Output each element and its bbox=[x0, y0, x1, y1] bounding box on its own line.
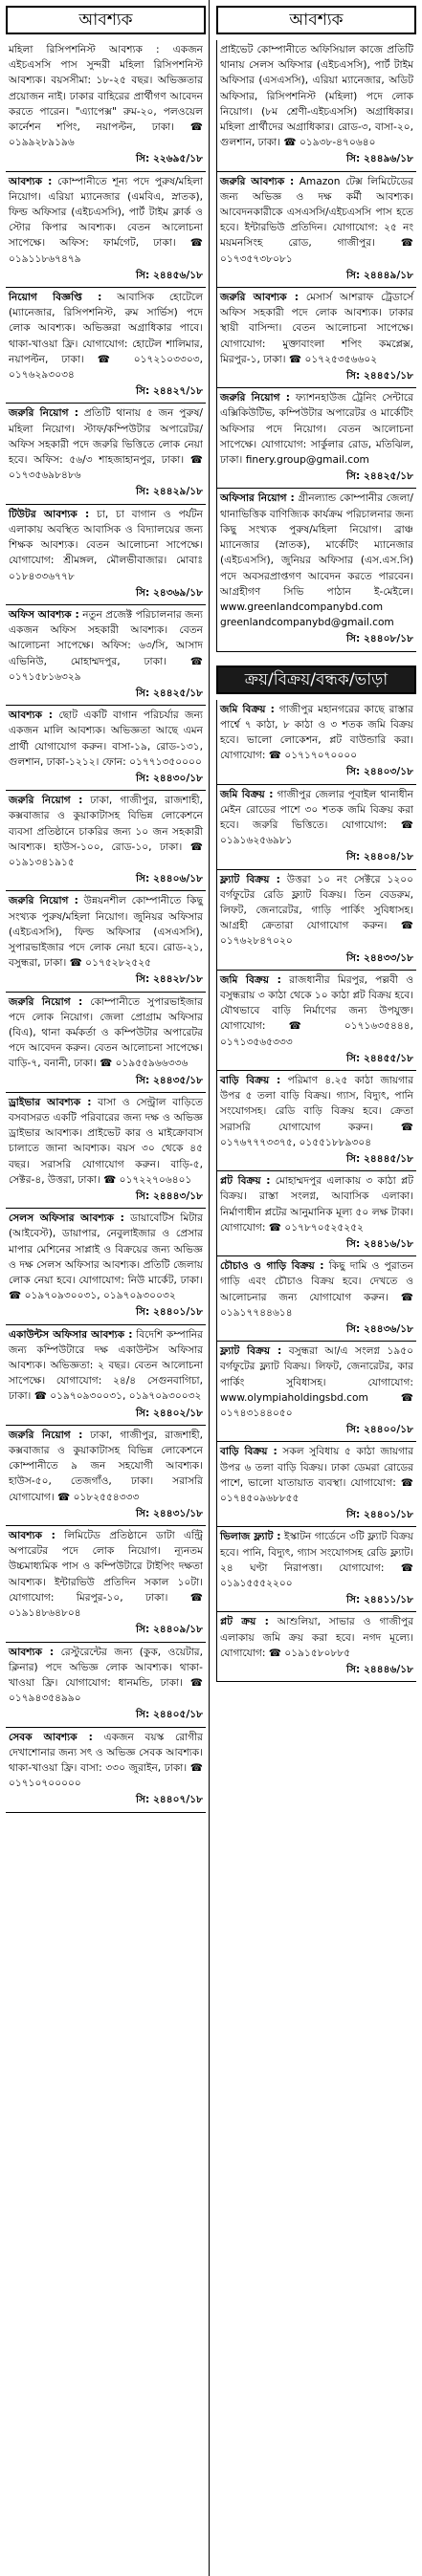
classified-ad bbox=[217, 1171, 416, 1256]
ad-ref-code: সি: ২৪৪৩১/১৮ bbox=[136, 1507, 203, 1519]
ad-body: রাজধানীর মিরপুর, পল্লবী ও বসুন্ধরায় ৩ কাঠা থেকে ১০ কাঠা প্লট বিক্রয় হবে। যৌথভাবে বাড়ি নির্মাণের জন্য উপযুক্ত। যোগাযোগ: ☎ ০১৭১৬৩৫৪৪৪, ০১৭১৩৫৬৫৩৩৩ bbox=[220, 973, 413, 1048]
ad-text bbox=[9, 290, 203, 382]
ad-ref-code: সি: ২৪৪০৮/১৮ bbox=[346, 633, 413, 645]
left-column bbox=[6, 6, 206, 1813]
ad-ref-code: সি: ২৪৪৩০/১৮ bbox=[136, 772, 203, 784]
classified-ad bbox=[217, 1342, 416, 1442]
section-gap bbox=[216, 652, 416, 666]
ad-title: প্লট ক্রয় : bbox=[220, 1616, 269, 1628]
ad-title: জমি বিক্রয় : bbox=[220, 703, 275, 715]
classified-ad bbox=[6, 172, 206, 288]
ad-title: ভিলাজ ফ্ল্যাট : bbox=[220, 1531, 281, 1543]
ad-text bbox=[220, 1614, 413, 1661]
ad-title: জমি বিক্রয় : bbox=[220, 788, 274, 800]
ad-title: আবশ্যক : bbox=[9, 709, 53, 722]
ad-list-wanted-2 bbox=[216, 40, 416, 652]
classified-ad bbox=[6, 40, 206, 172]
ad-text bbox=[9, 1528, 203, 1621]
ad-ref-code: সি: ২৪৪৪৫/১৮ bbox=[346, 1153, 413, 1165]
classified-ad bbox=[217, 388, 416, 489]
ad-text bbox=[220, 702, 413, 764]
classified-ad bbox=[6, 404, 206, 504]
ad-body: সকল সুবিধায় ৫ কাঠা জায়গার উপর ৬ তলা বাড়ি বিক্রয়। ঢাকা ডেমরা রোডের পাশে, ভালো যাতায়াত ব্যবস্থা। যোগাযোগ: ☎ ০১৭৪৫০৯৬৮৮৫৫ bbox=[220, 1446, 413, 1505]
ad-text bbox=[9, 1645, 203, 1707]
ad-text bbox=[220, 290, 413, 367]
ad-ref-code: সি: ২৪৪০২/১৮ bbox=[136, 1407, 203, 1419]
classified-ad bbox=[217, 1071, 416, 1171]
ad-text bbox=[9, 1730, 203, 1792]
ad-title: জমি বিক্রয় : bbox=[220, 973, 281, 986]
ad-text bbox=[220, 1529, 413, 1591]
section-header-wanted-2: আবশ্যক bbox=[216, 6, 416, 34]
ad-body: আশুলিয়া, সাভার ও গাজীপুর এলাকায় জমি ক্রয় করা হবে। নগদ মূল্যে। যোগাযোগ: ☎ ০১৯১৫৮০৮৮৫ bbox=[220, 1616, 414, 1659]
ad-text bbox=[9, 1095, 203, 1188]
ad-body: প্রাইভেট কোম্পানীতে অফিসিয়াল কাজে প্রতিটি থানায় সেলস অফিসার (এইচএসসি), পার্ট টাইম অফিসার (এসএসসি), এরিয়া ম্যানেজার, অডিট অফিসার, রিসিপশনিস্ট (মহিলা) পদে লোক নিয়োগ। (৮ম শ্রেণী-এইচএসসি) অগ্রাধিকার। মহিলা প্রার্থীদের অগ্রাধিকার। রোড-৩, বাসা-২০, গুলশান, ঢাকা। ☎ ০১৯৩৮-৪৭০৬৪০ bbox=[220, 44, 413, 149]
ad-body: রেস্টুরেন্টের জন্য (কুক, ওয়েটার, ক্লিনার) পদে অভিজ্ঞ লোক আবশ্যক। থাকা-খাওয়া ফ্রি। যোগাযোগ: ধানমন্ডি, ঢাকা। ☎ ০১৭৯৪৩৫৪৯৯০ bbox=[9, 1646, 203, 1705]
right-column bbox=[216, 6, 416, 1682]
ad-title: সেবক আবশ্যক : bbox=[9, 1731, 93, 1743]
ad-body: প্রতিটি থানায় ৫ জন পুরুষ/মহিলা নিয়োগ। স্টাফ/কম্পিউটার অপারেটর/অফিস সহকারী পদে জরুরি ভিত্তিতে লোক নেয়া হবে। অফিস: ৫৬/৩ শাহজাহানপুর, ঢাকা। ☎ ০১৭৩৫৬৯৮৪৮৬ bbox=[9, 407, 203, 482]
classified-ad bbox=[217, 172, 416, 288]
ad-body: বিদেশি কম্পানির জন্য কম্পিউটারে দক্ষ একাউন্টস অফিসার আবশ্যক। অভিজ্ঞতা: ২ বছর। বেতন আলোচনা সাপেক্ষে। যোগাযোগ: ২৪/৪ সেগুনবাগিচা, ঢাকা। ☎ ০১৯৭০৯৩০০৩১, ০১৯৭০৯৩০০৩২ bbox=[9, 1328, 204, 1403]
ad-body: লিমিটেড প্রতিষ্ঠানে ডাটা এন্ট্রি অপারেটর পদে লোক নিয়োগ। ন্যূনতম উচ্চমাধ্যমিক পাস ও কম্পিউটারে টাইপিং দক্ষতা আবশ্যক। ইন্টারভিউ প্রতিদিন সকাল ১০টা। যোগাযোগ: মিরপুর-১০, ঢাকা। ☎ ০১৯১৪৮৬৪৮০৪ bbox=[9, 1530, 203, 1620]
ad-text bbox=[220, 390, 413, 468]
ad-title: জরুরি নিয়োগ : bbox=[9, 795, 83, 807]
classified-ad bbox=[217, 971, 416, 1071]
ad-ref-code: সি: ২৪৪৫১/১৮ bbox=[346, 370, 413, 382]
ad-ref-code: সি: ২৪৪০৭/১৮ bbox=[136, 1794, 203, 1806]
ad-ref-code: সি: ২৪৪২৮/১৮ bbox=[136, 973, 203, 986]
ad-title: জরুরি আবশ্যক : bbox=[220, 175, 295, 187]
ad-title: একাউন্টস অফিসার আবশ্যক : bbox=[9, 1328, 133, 1341]
classified-ad bbox=[217, 1442, 416, 1527]
ad-text bbox=[9, 42, 203, 150]
ad-title: অফিস আবশ্যক : bbox=[9, 608, 79, 621]
classified-ad bbox=[6, 1728, 206, 1813]
ad-title: টিউটর আবশ্যক : bbox=[9, 508, 90, 520]
classified-ad bbox=[6, 288, 206, 404]
ad-ref-code: সি: ২৪৪৩৫/১৮ bbox=[136, 1074, 203, 1086]
ad-text bbox=[9, 607, 203, 685]
classified-ad bbox=[217, 40, 416, 172]
ad-text bbox=[220, 1444, 413, 1506]
classified-ad bbox=[6, 505, 206, 605]
ad-body: মোহাম্মদপুর এলাকায় ৩ কাঠা প্লট বিক্রয়। রাস্তা সংলগ্ন, আবাসিক এলাকা। নির্মাণাধীন প্লটের আনুমানিক মূল্য ৫০ লক্ষ টাকা। যোগাযোগ: ☎ ০১৭৮৭০৫২৫২৫২ bbox=[220, 1175, 414, 1233]
classified-ad bbox=[6, 1209, 206, 1324]
ad-body: মহিলা রিসিপশনিস্ট আবশ্যক : একজন এইচএসসি পাস সুন্দরী মহিলা রিসিপশনিস্ট আবশ্যক। বয়সসীমা: ১৮-২৫ বছর। অভিজ্ঞতার প্রয়োজন নাই। ঢাকার বাহিরের প্রার্থীগণ আবেদন করতে পারেন। "এ্যাপেক্স" রুম-২০, পলওয়েল কার্নেশন শপিং, নয়াপল্টন, ঢাকা। ☎ ০১৯৯২৮৯১৯৬ bbox=[9, 44, 203, 149]
ad-body: পরিমাণ ৪.২৫ কাঠা জায়গার উপর ৫ তলা বাড়ি বিক্রয়। গ্যাস, বিদ্যুৎ, পানি সংযোগসহ। রেডি বাড়ি বিক্রয় হবে। ক্রেতা সরাসরি যোগাযোগ করুন। ☎ ০১৭৬৭৭৭৩৩৭৫, ০১৫৫১৮৮৯৩০৪ bbox=[220, 1074, 413, 1148]
ad-ref-code: সি: ২৪৪২৯/১৮ bbox=[136, 486, 203, 498]
ad-text bbox=[9, 708, 203, 770]
ad-ref-code: সি: ২৪৪৪৯/১৮ bbox=[346, 269, 413, 281]
column-divider bbox=[209, 0, 210, 2576]
ad-body: ইস্কাটন গার্ডেনে ৩টি ফ্ল্যাট বিক্রয় হবে। পানি, বিদ্যুৎ, গ্যাস সংযোগসহ রেডি ফ্ল্যাট। ২৪ ঘণ্টা নিরাপত্তা। যোগাযোগ: ☎ ০১৯১৫৫৫২২০০ bbox=[220, 1531, 413, 1590]
classified-ad bbox=[217, 288, 416, 388]
ad-body: বসুন্ধরা আ/এ সংলগ্ন ১৯৫০ বর্গফুটের ফ্ল্যাট বিক্রয়। লিফট, জেনারেটর, কার পার্কিং সুবিধাসহ। যোগাযোগ: www.olympiaholdingsbd.com ☎ ০১৭৪৩১৪৪০৫০ bbox=[220, 1345, 413, 1420]
ad-text bbox=[220, 972, 413, 1050]
ad-text bbox=[9, 405, 203, 483]
ad-ref-code: সি: ২৪৪৫৬/১৮ bbox=[136, 269, 203, 281]
classified-ad bbox=[6, 791, 206, 891]
ad-ref-code: সি: ২৪৪৩৬/১৮ bbox=[346, 1323, 413, 1336]
ad-ref-code: সি: ২৪৪২৭/১৮ bbox=[136, 385, 203, 398]
classified-ad bbox=[217, 700, 416, 785]
ad-body: ঢাকা, গাজীপুর, রাজশাহী, কক্সবাজার ও কুয়াকাটাসহ বিভিন্ন লোকেশনে ব্যবসা প্রতিষ্ঠানে চাকরির জন্য ১০ জন সহকারী আবশ্যক। হাউস-১০০, রোড-১০, ঢাকা। ☎ ০১৯১৩৪১৯১৫ bbox=[9, 795, 203, 868]
ad-body: একজন বয়স্ক রোগীর দেখাশোনার জন্য সৎ ও অভিজ্ঞ সেবক আবশ্যক। থাকা-খাওয়া ফ্রি। বাসা: ৩৩০ জুরাইন, ঢাকা। ☎ ০১৭১০৭০০০০০ bbox=[9, 1731, 203, 1790]
ad-title: জরুরি নিয়োগ : bbox=[9, 407, 78, 420]
ad-text bbox=[9, 174, 203, 267]
ad-text bbox=[220, 787, 413, 849]
ad-body: গ্রীনল্যান্ড কোম্পানীর জেলা/থানাভিত্তিক বাণিজ্যিক কার্যক্রম পরিচালনার জন্য কিছু সংখ্যক পুরুষ/মহিলা নিয়োগ। ব্রাঞ্চ ম্যানেজার (স্নাতক), মার্কেটিং ম্যানেজার (এইচএসসি), জুনিয়র অফিসার (এস.এস.সি) পদে অবসরপ্রাপ্তগণ আবেদন করতে পারবেন। আগ্রহীগণ সিভি পাঠান ই-মেইলে। www.greenlandcompanybd.com greenlandcompanybd@gmail.com bbox=[220, 492, 413, 629]
ad-body: ফ্যাশনহাউজ ট্রেনিং সেন্টারে এক্সিকিউটিভ, কম্পিউটার অপারেটর ও মার্কেটিং অফিসার পদে নিয়োগ। বেতন আলোচনা সাপেক্ষে। যোগাযোগ: সার্কুলার রোড, মতিঝিল, ঢাকা। finery.group@gmail.com bbox=[220, 392, 413, 467]
ad-text bbox=[220, 872, 413, 950]
ad-body: উন্নয়নশীল কোম্পানীতে কিছু সংখ্যক পুরুষ/মহিলা নিয়োগ। জুনিয়র অফিসার (এইচএসসি), ফিল্ড অফিসার (এসএসসি), সুপারভাইজার পদে লোক নেয়া হবে। রোড-২১, বসুন্ধরা, ঢাকা। ☎ ০১৭৫২৮২৫২৫ bbox=[9, 895, 203, 970]
ad-body: ঢাকা, গাজীপুর, রাজশাহী, কক্সবাজার ও কুয়াকাটাসহ বিভিন্ন লোকেশনে কোম্পানীতে ৯ জন সহযোগী আবশ্যক। হাউস-৫০, তেজগাঁও, ঢাকা। সরাসরি যোগাযোগ। ☎ ০১৮২৫৫৪৩৩৩ bbox=[9, 1429, 203, 1503]
ad-ref-code: সি: ২৪৪২৫/১৮ bbox=[346, 470, 413, 483]
ad-title: জরুরি নিয়োগ : bbox=[9, 995, 83, 1008]
classified-ad bbox=[217, 870, 416, 971]
classified-ad bbox=[6, 1526, 206, 1642]
ad-title: ড্রাইভার আবশ্যক : bbox=[9, 1096, 92, 1108]
ad-ref-code: সি: ২৪৪০৪/১৮ bbox=[346, 851, 413, 863]
ad-body: মেসার্স আশরাফ ট্রেডার্সে অফিস সহকারী পদে লোক আবশ্যক। ঢাকার স্থায়ী বাসিন্দা। বেতন আলোচনা সাপেক্ষে। যোগাযোগ: মুক্তাবাংলা শপিং কমপ্লেক্স, মিরপুর-১, ঢাকা। ☎ ০১৭২৫৩৫৬৬০২ bbox=[220, 292, 413, 365]
ad-ref-code: সি: ২৪৪০০/১৮ bbox=[346, 1424, 413, 1436]
ad-body: কোম্পানীতে সুপারভাইজার পদে লোক নিয়োগ। জেলা প্রোগ্রাম অফিসার (বিএ), থানা কর্মকর্তা ও কম্পিউটার অপারেটর পদে আবেদন করুন। বেতন আলোচনা সাপেক্ষে। বাড়ি-৭, বনানী, ঢাকা। ☎ ০১৯৫৫৯৬৬৩৩৬ bbox=[9, 995, 203, 1070]
ad-title: জরুরি নিয়োগ : bbox=[9, 1429, 83, 1441]
ad-ref-code: সি: ২৪৪৫৫/১৮ bbox=[346, 1052, 413, 1064]
ad-body: কোম্পানীতে শূন্য পদে পুরুষ/মহিলা নিয়োগ। এরিয়া ম্যানেজার (এমবিএ, স্নাতক), ফিল্ড অফিসার (এইচএসসি), পার্ট টাইম ক্লার্ক ও স্টোর কিপার আবশ্যক। বেতন আলোচনা সাপেক্ষে। অফিস: ফার্মগেট, ঢাকা। ☎ ০১৯১১৮৬৭৪৭৯ bbox=[9, 175, 203, 265]
ad-title: জরুরি নিয়োগ : bbox=[9, 895, 78, 907]
ad-text bbox=[9, 507, 203, 584]
ad-title: বাড়ি বিক্রয় : bbox=[220, 1074, 281, 1086]
ad-body: ডায়াবেটিস মিটার (আইবেস্ট), ডায়াপার, নেবুলাইজার ও প্রেসার মাপার মেশিনের সাপ্লাই ও বিক্রয়ের জন্য অভিজ্ঞ ও দক্ষ সেলস অফিসার আবশ্যক। প্রতিটি জেলায় লোক নেয়া হবে। যোগাযোগ: নিউ মার্কেট, ঢাকা। ☎ ০১৯৭০৯৩০০৩১, ০১৯৭০৯৩০০৩২ bbox=[9, 1212, 204, 1302]
ad-ref-code: সি: ২২৬৯৫/১৮ bbox=[136, 153, 203, 165]
ad-ref-code: সি: ২৪৪৯৬/১৮ bbox=[346, 153, 413, 165]
ad-ref-code: সি: ২৪৪০৯/১৮ bbox=[136, 1624, 203, 1636]
ad-ref-code: সি: ২৪৩৬৯/১৮ bbox=[136, 586, 203, 599]
ad-title: অফিসার নিয়োগ : bbox=[220, 492, 295, 505]
classified-ad bbox=[6, 1093, 206, 1209]
ad-text bbox=[220, 174, 413, 267]
ad-text bbox=[9, 1211, 203, 1303]
ad-text bbox=[220, 1343, 413, 1421]
ad-text bbox=[220, 491, 413, 630]
ad-body: কিছু দামি ও পুরাতন গাড়ি এবং চৌচাও বিক্রয় হবে। দেখতে ও আলোচনার জন্য যোগাযোগ করুন। ☎ ০১৯১৭৭৪৪৬১৪ bbox=[220, 1260, 413, 1319]
ad-text bbox=[220, 1258, 413, 1321]
ad-body: গাজীপুর জেলার পূবাইল থানাধীন মেইন রোডের পাশে ৩০ শতক জমি বিক্রয় করা হবে। জরুরি ভিত্তিতে। যোগাযোগ: ☎ ০১৯১৬২৫৬৯৮১ bbox=[220, 788, 414, 847]
classified-ad bbox=[6, 1426, 206, 1526]
ad-body: গাজীপুর মহানগরের কাছে রাস্তার পার্শ্বে ৭ কাঠা, ৮ কাঠা ও ৩ শতক জমি বিক্রয় হবে। ভালো লোকেশন, প্লট বাউন্ডারি করা। যোগাযোগ: ☎ ০১৭১৭০৭০০০০ bbox=[220, 703, 414, 762]
ad-text bbox=[9, 1327, 203, 1405]
classified-ad bbox=[6, 605, 206, 706]
ad-title: নিয়োগ বিজ্ঞপ্তি : bbox=[9, 292, 102, 304]
section-header-property: ক্রয়/বিক্রয়/বন্ধক/ভাড়া bbox=[216, 666, 416, 694]
ad-body: চা, চা বাগান ও পর্যটন এলাকায় অবস্থিত আবাসিক ও বিদ্যালয়ের জন্য শিক্ষক আবশ্যক। বেতন আলোচনা সাপেক্ষে। যোগাযোগ: শ্রীমঙ্গল, মৌলভীবাজার। মোবাঃ ০১৮৪৩৩৬৭৭৮ bbox=[9, 508, 203, 582]
ad-text bbox=[220, 1173, 413, 1235]
classified-ad bbox=[6, 1325, 206, 1426]
classified-ad bbox=[6, 993, 206, 1093]
ad-body: নতুন প্রজেক্ট পরিচালনার জন্য একজন অফিস সহকারী আবশ্যক। বেতন আলোচনা সাপেক্ষে। অফিস: ৬৩/সি, আসাদ এভিনিউ, মোহাম্মদপুর, ঢাকা। ☎ ০১৭১৫৮১৬৩২৯ bbox=[9, 608, 203, 683]
classified-ad bbox=[217, 785, 416, 870]
ad-title: ফ্ল্যাট বিক্রয় : bbox=[220, 873, 280, 885]
ad-body: উত্তরা ১০ নং সেক্টরে ১২০০ বর্গফুটের রেডি ফ্ল্যাট বিক্রয়। তিন বেডরুম, লিফট, জেনারেটর, গাড়ি পার্কিং সুবিধাসহ। আগ্রহী ক্রেতারা যোগাযোগ করুন। ☎ ০১৭৬২৮৪৭০২০ bbox=[220, 873, 414, 948]
ad-ref-code: সি: ২৪৪০৫/১৮ bbox=[136, 1709, 203, 1721]
ad-ref-code: সি: ২৪৪০১/১৮ bbox=[346, 1509, 413, 1521]
ad-title: আবশ্যক : bbox=[9, 1646, 55, 1658]
classified-ad bbox=[217, 489, 416, 651]
ad-title: জরুরি নিয়োগ : bbox=[220, 392, 290, 404]
ad-text bbox=[9, 1428, 203, 1505]
ad-ref-code: সি: ২৪৪১৬/১৮ bbox=[346, 1238, 413, 1251]
ad-title: আবশ্যক : bbox=[9, 175, 53, 187]
ad-title: সেলস অফিসার আবশ্যক : bbox=[9, 1212, 124, 1225]
ad-title: চৌচাও ও গাড়ি বিক্রয় : bbox=[220, 1260, 324, 1273]
ad-text bbox=[9, 994, 203, 1072]
ad-ref-code: সি: ২৪৪৪৩/১৮ bbox=[136, 1190, 203, 1203]
ad-text bbox=[220, 1073, 413, 1150]
classified-ad bbox=[217, 1256, 416, 1342]
ad-ref-code: সি: ২৪৪০৬/১৮ bbox=[136, 873, 203, 885]
ad-text bbox=[9, 793, 203, 870]
ad-list-property bbox=[216, 700, 416, 1683]
classified-ad bbox=[217, 1527, 416, 1612]
ad-ref-code: সি: ২৪৪৩৩/১৮ bbox=[346, 951, 413, 964]
ad-body: Amazon টেক্স লিমিটেডের জন্য অভিজ্ঞ ও দক্ষ কর্মী আবশ্যক। আবেদনকারীকে এসএসসি/এইচএসসি পাস হতে হবে। ইন্টারভিউ প্রতিদিন। যোগাযোগ: ২৫ নং ময়মনসিংহ রোড, গাজীপুর। ☎ ০১৭৩৫৭৩৮০৮১ bbox=[220, 175, 413, 265]
ad-ref-code: সি: ২৪৪০৩/১৮ bbox=[346, 766, 413, 778]
ad-list-wanted bbox=[6, 40, 206, 1813]
section-header-wanted: আবশ্যক bbox=[6, 6, 206, 34]
ad-text bbox=[220, 42, 413, 150]
ad-ref-code: সি: ২৪৪২৫/১৮ bbox=[136, 687, 203, 699]
ad-body: আবাসিক হোটেলে (ম্যানেজার, রিসিপশনিস্ট, রুম সার্ভিস) পদে লোক আবশ্যক। অভিজ্ঞরা অগ্রাধিকার পাবে। থাকা-খাওয়া ফ্রি। যোগাযোগ: হোটেল শালিমার, নয়াপল্টন, ঢাকা। ☎ ০১৭২১০৩৩০৩, ০১৭৬২৯৩০৩৪ bbox=[9, 292, 203, 382]
ad-title: আবশ্যক : bbox=[9, 1530, 56, 1542]
ad-ref-code: সি: ২৪৪০১/১৮ bbox=[136, 1306, 203, 1319]
ad-ref-code: সি: ২৪৪৪৬/১৮ bbox=[346, 1664, 413, 1676]
ad-text bbox=[9, 893, 203, 971]
ad-body: ছোট একটি বাগান পরিচর্যার জন্য একজন মালি আবশ্যক। অভিজ্ঞতা আছে এমন প্রার্থী যোগাযোগ করুন। বাসা-১৯, রোড-১৩১, গুলশান, ঢাকা-১২১২। ফোন: ০১৭৭১৩৫০০০০ bbox=[9, 709, 203, 768]
ad-ref-code: সি: ২৪৪১১/১৮ bbox=[346, 1594, 413, 1606]
ad-title: প্লট বিক্রয় : bbox=[220, 1175, 271, 1188]
classified-ad bbox=[217, 1612, 416, 1682]
ad-title: ফ্ল্যাট বিক্রয় : bbox=[220, 1345, 282, 1358]
classified-ad bbox=[6, 891, 206, 992]
ad-title: জরুরি আবশ্যক : bbox=[220, 292, 300, 304]
ad-title: বাড়ি বিক্রয় : bbox=[220, 1446, 278, 1458]
classified-ad bbox=[6, 1643, 206, 1728]
ad-body: বাসা ও সেন্ট্রাল বাড়িতে বসবাসরত একটি পরিবারের জন্য দক্ষ ও অভিজ্ঞ ড্রাইভার আবশ্যক। প্রাইভেট কার ও মাইক্রোবাস চালাতে জানা আবশ্যক। বয়স ৩০ থেকে ৪৫ বছর। সরাসরি যোগাযোগ করুন। বাড়ি-৫, সেক্টর-৪, উত্তরা, ঢাকা। ☎ ০১৭২২৭০৬৪০১ bbox=[9, 1096, 204, 1186]
classified-ad bbox=[6, 706, 206, 791]
